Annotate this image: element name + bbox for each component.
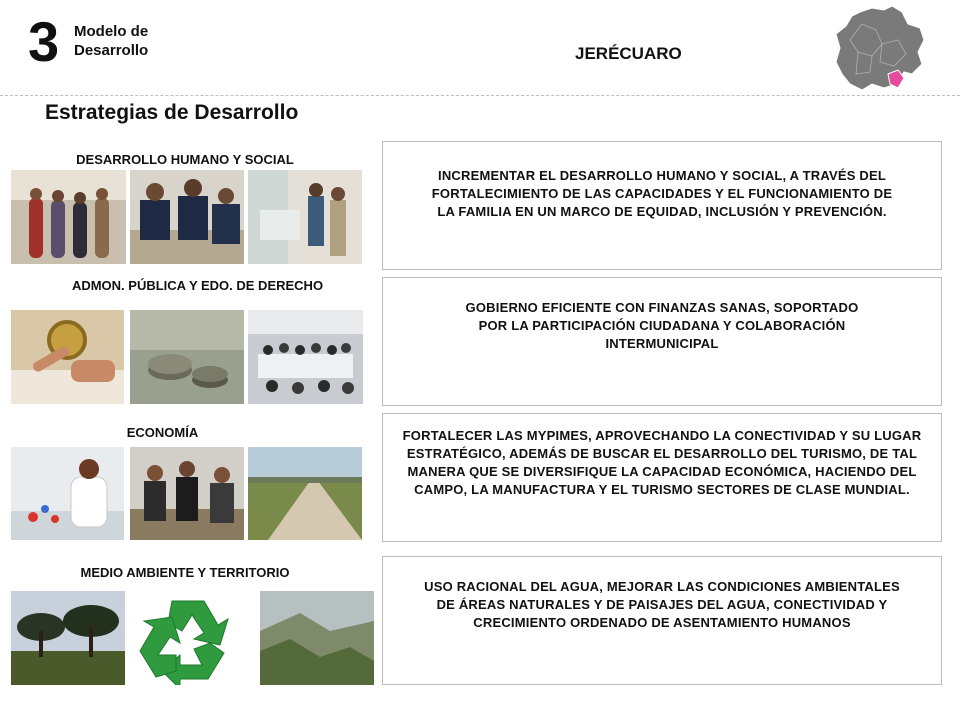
header-divider [0, 95, 960, 96]
photo-magnifying-glass [11, 310, 124, 404]
category-title-admin: ADMON. PÚBLICA Y EDO. DE DERECHO [71, 278, 324, 293]
strategy-box-economy [382, 413, 942, 542]
model-label-line2: Desarrollo [74, 42, 149, 59]
photo-workshop [130, 447, 244, 540]
municipio-title: JERÉCUARO [575, 44, 682, 63]
recycle-icon [132, 593, 244, 685]
state-outline [836, 6, 924, 90]
model-label-line1: Modelo de [74, 23, 149, 40]
photo-laboratory [11, 447, 124, 540]
guanajuato-map [832, 4, 932, 94]
photo-mountain-valley [260, 591, 374, 685]
photo-money-coins [130, 310, 244, 404]
photo-trees-landscape [11, 591, 125, 685]
strategy-text-human: INCREMENTAR EL DESARROLLO HUMANO Y SOCIAL, A TRAVÉS DEL FORTALECIMIENTO DE LAS CAPACIDADES Y EL FUNCIONAMIENTO DE LA FAMILIA EN UN MARCO DE EQUIDAD, INCLUSIÓN Y PREVENCIÓN. [431, 168, 893, 219]
category-title-human: DESARROLLO HUMANO Y SOCIAL [76, 152, 294, 167]
section-number: 3 [28, 10, 60, 73]
category-title-environment: MEDIO AMBIENTE Y TERRITORIO [80, 565, 290, 580]
section-title: Estrategias de Desarrollo [45, 101, 299, 124]
strategy-box-admin [382, 277, 942, 406]
strategy-box-environment [382, 556, 942, 685]
photo-community-people [11, 170, 126, 264]
strategy-box-human [382, 141, 942, 270]
strategy-text-environment: USO RACIONAL DEL AGUA, MEJORAR LAS CONDICIONES AMBIENTALES DE ÁREAS NATURALES Y DE PAISAJES DEL AGUA, CONECTIVIDAD Y CRECIMIENTO ORDENADO DE ASENTAMIENTO HUMANOS [424, 579, 900, 630]
strategy-text-economy: FORTALECER LAS MYPIMES, APROVECHANDO LA CONECTIVIDAD Y SU LUGAR ESTRATÉGICO, ADEMÁS DE BUSCAR EL DESARROLLO DEL TURISMO, DE TAL MANERA QUE SE DIVERSIFIQUE LA CAPACIDAD ECONÓMICA, HACIENDO DEL CAMPO, LA MANUFACTURA Y EL TURISMO SECTORES DE CLASE MUNDIAL. [402, 428, 922, 497]
photo-clinic [248, 170, 362, 264]
photo-rural-road [248, 447, 362, 540]
category-title-economy: ECONOMÍA [126, 425, 199, 440]
photo-students-classroom [130, 170, 244, 264]
model-label [74, 22, 148, 60]
photo-meeting [248, 310, 363, 404]
strategy-text-admin: GOBIERNO EFICIENTE CON FINANZAS SANAS, SOPORTADO POR LA PARTICIPACIÓN CIUDADANA Y COLABORACIÓN INTERMUNICIPAL [465, 300, 859, 351]
